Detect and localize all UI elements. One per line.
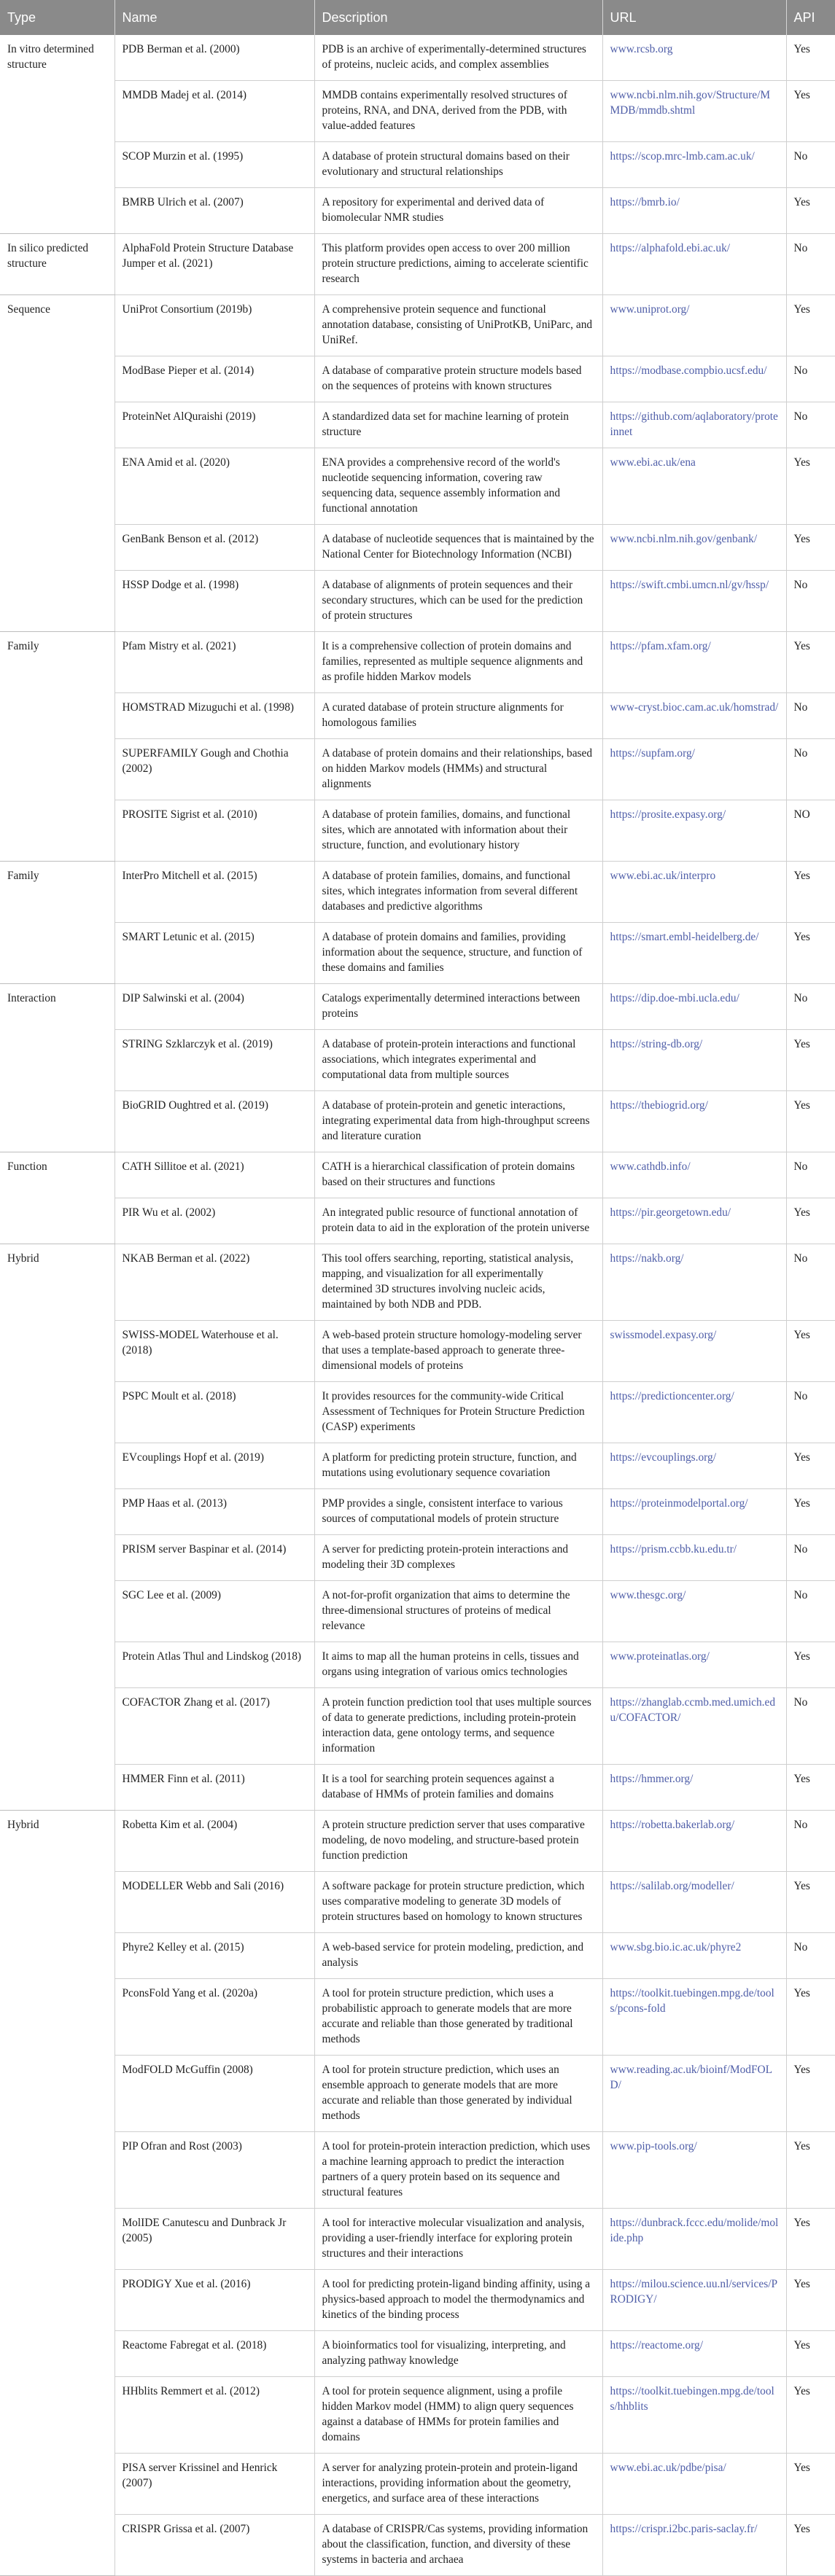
description-cell: CATH is a hierarchical classification of protein domains based on their structures and functions	[314, 1152, 602, 1198]
description-cell: A tool for predicting protein-ligand binding affinity, using a physics-based approach to model the thermodynamics and kinetics of the binding process	[314, 2270, 602, 2331]
description-cell: A database of comparative protein structure models based on the sequences of proteins with known structures	[314, 356, 602, 402]
type-cell: Hybrid	[0, 1811, 114, 2576]
table-row	[0, 81, 835, 142]
table-row	[0, 1581, 835, 1642]
description-cell: It provides resources for the community-wide Critical Assessment of Techniques for Protein Structure Prediction (CASP) experiments	[314, 1382, 602, 1443]
type-cell: In vitro determined structure	[0, 35, 114, 234]
api-cell: Yes	[786, 2454, 835, 2515]
type-cell: Function	[0, 1152, 114, 1244]
api-cell: NO	[786, 800, 835, 862]
api-cell: Yes	[786, 2377, 835, 2454]
table-row	[0, 2056, 835, 2132]
description-cell: A tool for protein structure prediction, which uses an ensemble approach to generate models that are more accurate and reliable than those generated by individual methods	[314, 2056, 602, 2132]
name-cell: PRODIGY Xue et al. (2016)	[114, 2270, 314, 2331]
table-row	[0, 525, 835, 571]
table-row	[0, 1872, 835, 1933]
api-cell: No	[786, 571, 835, 632]
description-cell: A database of nucleotide sequences that is maintained by the National Center for Biotechnology Information (NCBI)	[314, 525, 602, 571]
api-cell: Yes	[786, 1642, 835, 1688]
url-link[interactable]: https://smart.embl-heidelberg.de/	[602, 923, 786, 984]
url-link[interactable]: https://evcouplings.org/	[602, 1443, 786, 1489]
name-cell: PROSITE Sigrist et al. (2010)	[114, 800, 314, 862]
table-row	[0, 1688, 835, 1765]
url-link[interactable]: www.ncbi.nlm.nih.gov/Structure/MMDB/mmdb.shtml	[602, 81, 786, 142]
name-cell: PDB Berman et al. (2000)	[114, 35, 314, 81]
api-cell: Yes	[786, 923, 835, 984]
name-cell: ModFOLD McGuffin (2008)	[114, 2056, 314, 2132]
api-cell: No	[786, 1581, 835, 1642]
description-cell: MMDB contains experimentally resolved structures of proteins, RNA, and DNA, derived from the PDB, with value-added features	[314, 81, 602, 142]
description-cell: A protein structure prediction server that uses comparative modeling, de novo modeling, and structure-based protein function prediction	[314, 1811, 602, 1872]
description-cell: A tool for interactive molecular visualization and analysis, providing a user-friendly interface for exploring protein structures and their interactions	[314, 2209, 602, 2270]
api-cell: No	[786, 1933, 835, 1979]
description-cell: ENA provides a comprehensive record of the world's nucleotide sequencing information, covering raw sequencing data, sequence assembly information and functional annotation	[314, 448, 602, 525]
url-link[interactable]: https://supfam.org/	[602, 739, 786, 800]
table-row	[0, 1244, 835, 1321]
name-cell: CRISPR Grissa et al. (2007)	[114, 2515, 314, 2576]
url-link[interactable]: https://nakb.org/	[602, 1244, 786, 1321]
url-link[interactable]: swissmodel.expasy.org/	[602, 1321, 786, 1382]
name-cell: PISA server Krissinel and Henrick (2007)	[114, 2454, 314, 2515]
api-cell: No	[786, 1382, 835, 1443]
description-cell: Catalogs experimentally determined interactions between proteins	[314, 984, 602, 1030]
url-link[interactable]: www.ebi.ac.uk/interpro	[602, 862, 786, 923]
url-link[interactable]: https://alphafold.ebi.ac.uk/	[602, 234, 786, 295]
description-cell: A web-based service for protein modeling, prediction, and analysis	[314, 1933, 602, 1979]
name-cell: PRISM server Baspinar et al. (2014)	[114, 1535, 314, 1581]
api-cell: Yes	[786, 1489, 835, 1535]
table-row	[0, 571, 835, 632]
name-cell: UniProt Consortium (2019b)	[114, 295, 314, 356]
name-cell: SWISS-MODEL Waterhouse et al. (2018)	[114, 1321, 314, 1382]
type-cell: Hybrid	[0, 1244, 114, 1811]
url-link[interactable]: https://prism.ccbb.ku.edu.tr/	[602, 1535, 786, 1581]
url-link[interactable]: www.proteinatlas.org/	[602, 1642, 786, 1688]
type-cell: Family	[0, 632, 114, 862]
name-cell: COFACTOR Zhang et al. (2017)	[114, 1688, 314, 1765]
table-row	[0, 632, 835, 693]
description-cell: This platform provides open access to over 200 million protein structure predictions, aiming to accelerate scientific research	[314, 234, 602, 295]
table-row	[0, 142, 835, 188]
api-cell: Yes	[786, 2056, 835, 2132]
api-cell: Yes	[786, 525, 835, 571]
description-cell: A database of CRISPR/Cas systems, providing information about the classification, function, and diversity of these systems in bacteria and archaea	[314, 2515, 602, 2576]
description-cell: A not-for-profit organization that aims to determine the three-dimensional structures of proteins of medical relevance	[314, 1581, 602, 1642]
name-cell: PMP Haas et al. (2013)	[114, 1489, 314, 1535]
table-row	[0, 1091, 835, 1152]
table-row	[0, 295, 835, 356]
api-cell: Yes	[786, 1030, 835, 1091]
api-cell: Yes	[786, 1321, 835, 1382]
header-url: URL	[602, 0, 786, 35]
description-cell: A platform for predicting protein structure, function, and mutations using evolutionary sequence covariation	[314, 1443, 602, 1489]
url-link[interactable]: https://predictioncenter.org/	[602, 1382, 786, 1443]
name-cell: InterPro Mitchell et al. (2015)	[114, 862, 314, 923]
url-link[interactable]: www.reading.ac.uk/bioinf/ModFOLD/	[602, 2056, 786, 2132]
api-cell: Yes	[786, 2515, 835, 2576]
api-cell: No	[786, 142, 835, 188]
name-cell: MolIDE Canutescu and Dunbrack Jr (2005)	[114, 2209, 314, 2270]
name-cell: PIR Wu et al. (2002)	[114, 1198, 314, 1244]
url-link[interactable]: https://pir.georgetown.edu/	[602, 1198, 786, 1244]
table-row	[0, 234, 835, 295]
name-cell: SGC Lee et al. (2009)	[114, 1581, 314, 1642]
url-link[interactable]: https://toolkit.tuebingen.mpg.de/tools/pcons-fold	[602, 1979, 786, 2056]
type-cell: Sequence	[0, 295, 114, 632]
description-cell: An integrated public resource of functional annotation of protein data to aid in the exploration of the protein universe	[314, 1198, 602, 1244]
description-cell: A database of protein structural domains based on their evolutionary and structural relationships	[314, 142, 602, 188]
api-cell: No	[786, 1152, 835, 1198]
header-name: Name	[114, 0, 314, 35]
table-row	[0, 1030, 835, 1091]
table-row	[0, 188, 835, 234]
name-cell: PconsFold Yang et al. (2020a)	[114, 1979, 314, 2056]
table-row	[0, 739, 835, 800]
api-cell: Yes	[786, 188, 835, 234]
api-cell: Yes	[786, 448, 835, 525]
table-row	[0, 2209, 835, 2270]
api-cell: No	[786, 1244, 835, 1321]
name-cell: ENA Amid et al. (2020)	[114, 448, 314, 525]
url-link[interactable]: www-cryst.bioc.cam.ac.uk/homstrad/	[602, 693, 786, 739]
url-link[interactable]: www.thesgc.org/	[602, 1581, 786, 1642]
description-cell: PDB is an archive of experimentally-determined structures of proteins, nucleic acids, and complex assemblies	[314, 35, 602, 81]
table-row	[0, 1811, 835, 1872]
api-cell: No	[786, 739, 835, 800]
description-cell: A tool for protein sequence alignment, using a profile hidden Markov model (HMM) to align query sequences against a database of HMMs for protein families and domains	[314, 2377, 602, 2454]
api-cell: No	[786, 1535, 835, 1581]
name-cell: BioGRID Oughtred et al. (2019)	[114, 1091, 314, 1152]
description-cell: A server for analyzing protein-protein and protein-ligand interactions, providing information about the geometry, energetics, and surface area of these interactions	[314, 2454, 602, 2515]
description-cell: A server for predicting protein-protein interactions and modeling their 3D complexes	[314, 1535, 602, 1581]
description-cell: A database of protein families, domains, and functional sites, which are annotated with information about their structure, function, and evolutionary history	[314, 800, 602, 862]
url-link[interactable]: https://toolkit.tuebingen.mpg.de/tools/hhblits	[602, 2377, 786, 2454]
name-cell: AlphaFold Protein Structure Database Jumper et al. (2021)	[114, 234, 314, 295]
url-link[interactable]: https://scop.mrc-lmb.cam.ac.uk/	[602, 142, 786, 188]
table-row	[0, 1489, 835, 1535]
api-cell: No	[786, 356, 835, 402]
table-row	[0, 1198, 835, 1244]
description-cell: A database of protein-protein and genetic interactions, integrating experimental data from high-throughput screens and literature curation	[314, 1091, 602, 1152]
name-cell: DIP Salwinski et al. (2004)	[114, 984, 314, 1030]
table-row	[0, 1933, 835, 1979]
name-cell: BMRB Ulrich et al. (2007)	[114, 188, 314, 234]
table-row	[0, 984, 835, 1030]
api-cell: Yes	[786, 632, 835, 693]
description-cell: It is a comprehensive collection of protein domains and families, represented as multiple sequence alignments and as profile hidden Markov models	[314, 632, 602, 693]
description-cell: It aims to map all the human proteins in cells, tissues and organs using integration of various omics technologies	[314, 1642, 602, 1688]
description-cell: A tool for protein-protein interaction prediction, which uses a machine learning approach to predict the interaction partners of a query protein based on its sequence and structural features	[314, 2132, 602, 2209]
name-cell: Pfam Mistry et al. (2021)	[114, 632, 314, 693]
name-cell: HMMER Finn et al. (2011)	[114, 1765, 314, 1811]
description-cell: A web-based protein structure homology-modeling server that uses a template-based approach to generate three-dimensional models of proteins	[314, 1321, 602, 1382]
table-row	[0, 1152, 835, 1198]
api-cell: Yes	[786, 81, 835, 142]
name-cell: CATH Sillitoe et al. (2021)	[114, 1152, 314, 1198]
api-cell: Yes	[786, 35, 835, 81]
header-row	[0, 0, 835, 35]
api-cell: Yes	[786, 2331, 835, 2377]
description-cell: A curated database of protein structure alignments for homologous families	[314, 693, 602, 739]
url-link[interactable]: https://thebiogrid.org/	[602, 1091, 786, 1152]
url-link[interactable]: https://zhanglab.ccmb.med.umich.edu/COFACTOR/	[602, 1688, 786, 1765]
api-cell: No	[786, 693, 835, 739]
url-link[interactable]: www.ebi.ac.uk/pdbe/pisa/	[602, 2454, 786, 2515]
url-link[interactable]: www.ncbi.nlm.nih.gov/genbank/	[602, 525, 786, 571]
url-link[interactable]: https://modbase.compbio.ucsf.edu/	[602, 356, 786, 402]
table-row	[0, 1765, 835, 1811]
description-cell: A bioinformatics tool for visualizing, interpreting, and analyzing pathway knowledge	[314, 2331, 602, 2377]
description-cell: It is a tool for searching protein sequences against a database of HMMs of protein families and domains	[314, 1765, 602, 1811]
description-cell: PMP provides a single, consistent interface to various sources of computational models of protein structure	[314, 1489, 602, 1535]
url-link[interactable]: https://robetta.bakerlab.org/	[602, 1811, 786, 1872]
api-cell: Yes	[786, 1443, 835, 1489]
name-cell: Phyre2 Kelley et al. (2015)	[114, 1933, 314, 1979]
name-cell: MODELLER Webb and Sali (2016)	[114, 1872, 314, 1933]
description-cell: A database of protein domains and their relationships, based on hidden Markov models (HMMs) and structural alignments	[314, 739, 602, 800]
table-row	[0, 2132, 835, 2209]
url-link[interactable]: https://hmmer.org/	[602, 1765, 786, 1811]
type-cell: Family	[0, 862, 114, 984]
url-link[interactable]: www.rcsb.org	[602, 35, 786, 81]
url-link[interactable]: https://swift.cmbi.umcn.nl/gv/hssp/	[602, 571, 786, 632]
table-row	[0, 356, 835, 402]
url-link[interactable]: https://proteinmodelportal.org/	[602, 1489, 786, 1535]
url-link[interactable]: https://pfam.xfam.org/	[602, 632, 786, 693]
api-cell: No	[786, 984, 835, 1030]
table-row	[0, 1443, 835, 1489]
api-cell: Yes	[786, 2270, 835, 2331]
name-cell: Reactome Fabregat et al. (2018)	[114, 2331, 314, 2377]
url-link[interactable]: https://milou.science.uu.nl/services/PRODIGY/	[602, 2270, 786, 2331]
name-cell: GenBank Benson et al. (2012)	[114, 525, 314, 571]
url-link[interactable]: www.cathdb.info/	[602, 1152, 786, 1198]
table-row	[0, 1979, 835, 2056]
name-cell: ProteinNet AlQuraishi (2019)	[114, 402, 314, 448]
api-cell: Yes	[786, 1979, 835, 2056]
api-cell: Yes	[786, 2209, 835, 2270]
url-link[interactable]: www.uniprot.org/	[602, 295, 786, 356]
api-cell: Yes	[786, 1198, 835, 1244]
name-cell: HHblits Remmert et al. (2012)	[114, 2377, 314, 2454]
table-row	[0, 2270, 835, 2331]
name-cell: PIP Ofran and Rost (2003)	[114, 2132, 314, 2209]
name-cell: ModBase Pieper et al. (2014)	[114, 356, 314, 402]
table-row	[0, 923, 835, 984]
url-link[interactable]: https://salilab.org/modeller/	[602, 1872, 786, 1933]
description-cell: A tool for protein structure prediction, which uses a probabilistic approach to generate models that are more accurate and reliable than those generated by traditional methods	[314, 1979, 602, 2056]
table-row	[0, 402, 835, 448]
description-cell: A database of protein domains and families, providing information about the sequence, structure, and function of these domains and families	[314, 923, 602, 984]
name-cell: HOMSTRAD Mizuguchi et al. (1998)	[114, 693, 314, 739]
api-cell: No	[786, 1688, 835, 1765]
type-cell: In silico predicted structure	[0, 234, 114, 295]
api-cell: Yes	[786, 1765, 835, 1811]
api-cell: No	[786, 1811, 835, 1872]
description-cell: A repository for experimental and derived data of biomolecular NMR studies	[314, 188, 602, 234]
table-row	[0, 35, 835, 81]
description-cell: A standardized data set for machine learning of protein structure	[314, 402, 602, 448]
table-row	[0, 1642, 835, 1688]
table-row	[0, 862, 835, 923]
url-link[interactable]: https://prosite.expasy.org/	[602, 800, 786, 862]
url-link[interactable]: www.sbg.bio.ic.ac.uk/phyre2	[602, 1933, 786, 1979]
name-cell: STRING Szklarczyk et al. (2019)	[114, 1030, 314, 1091]
api-cell: Yes	[786, 1091, 835, 1152]
name-cell: Robetta Kim et al. (2004)	[114, 1811, 314, 1872]
api-cell: No	[786, 402, 835, 448]
api-cell: Yes	[786, 295, 835, 356]
table-row	[0, 2454, 835, 2515]
table-row	[0, 1382, 835, 1443]
name-cell: SCOP Murzin et al. (1995)	[114, 142, 314, 188]
url-link[interactable]: https://reactome.org/	[602, 2331, 786, 2377]
description-cell: A protein function prediction tool that uses multiple sources of data to generate predictions, including protein-protein interaction data, gene ontology terms, and sequence information	[314, 1688, 602, 1765]
url-link[interactable]: https://dip.doe-mbi.ucla.edu/	[602, 984, 786, 1030]
description-cell: A comprehensive protein sequence and functional annotation database, consisting of UniProtKB, UniParc, and UniRef.	[314, 295, 602, 356]
name-cell: NKAB Berman et al. (2022)	[114, 1244, 314, 1321]
table-row	[0, 800, 835, 862]
name-cell: Protein Atlas Thul and Lindskog (2018)	[114, 1642, 314, 1688]
api-cell: Yes	[786, 1872, 835, 1933]
name-cell: SMART Letunic et al. (2015)	[114, 923, 314, 984]
description-cell: A database of alignments of protein sequences and their secondary structures, which can be used for the prediction of protein structures	[314, 571, 602, 632]
url-link[interactable]: https://dunbrack.fccc.edu/molide/molide.php	[602, 2209, 786, 2270]
url-link[interactable]: https://bmrb.io/	[602, 188, 786, 234]
table-row	[0, 1321, 835, 1382]
name-cell: SUPERFAMILY Gough and Chothia (2002)	[114, 739, 314, 800]
description-cell: This tool offers searching, reporting, statistical analysis, mapping, and visualization for all experimentally determined 3D structures involving nucleic acids, maintained by both NDB and PDB.	[314, 1244, 602, 1321]
header-api: API	[786, 0, 835, 35]
api-cell: No	[786, 234, 835, 295]
header-type: Type	[0, 0, 114, 35]
table-row	[0, 2515, 835, 2576]
name-cell: MMDB Madej et al. (2014)	[114, 81, 314, 142]
url-link[interactable]: https://string-db.org/	[602, 1030, 786, 1091]
url-link[interactable]: https://github.com/aqlaboratory/proteinnet	[602, 402, 786, 448]
api-cell: Yes	[786, 862, 835, 923]
table-row	[0, 693, 835, 739]
api-cell: Yes	[786, 2132, 835, 2209]
url-link[interactable]: www.pip-tools.org/	[602, 2132, 786, 2209]
type-cell: Interaction	[0, 984, 114, 1152]
table-row	[0, 448, 835, 525]
description-cell: A database of protein families, domains, and functional sites, which integrates information from several different databases and predictive algorithms	[314, 862, 602, 923]
table-row	[0, 1535, 835, 1581]
description-cell: A database of protein-protein interactions and functional associations, which integrates experimental and computational data from multiple sources	[314, 1030, 602, 1091]
table-row	[0, 2331, 835, 2377]
name-cell: PSPC Moult et al. (2018)	[114, 1382, 314, 1443]
header-description: Description	[314, 0, 602, 35]
url-link[interactable]: www.ebi.ac.uk/ena	[602, 448, 786, 525]
name-cell: EVcouplings Hopf et al. (2019)	[114, 1443, 314, 1489]
table-row	[0, 2377, 835, 2454]
description-cell: A software package for protein structure prediction, which uses comparative modeling to generate 3D models of protein structures based on homology to known structures	[314, 1872, 602, 1933]
table-body	[0, 35, 835, 2576]
name-cell: HSSP Dodge et al. (1998)	[114, 571, 314, 632]
url-link[interactable]: https://crispr.i2bc.paris-saclay.fr/	[602, 2515, 786, 2576]
